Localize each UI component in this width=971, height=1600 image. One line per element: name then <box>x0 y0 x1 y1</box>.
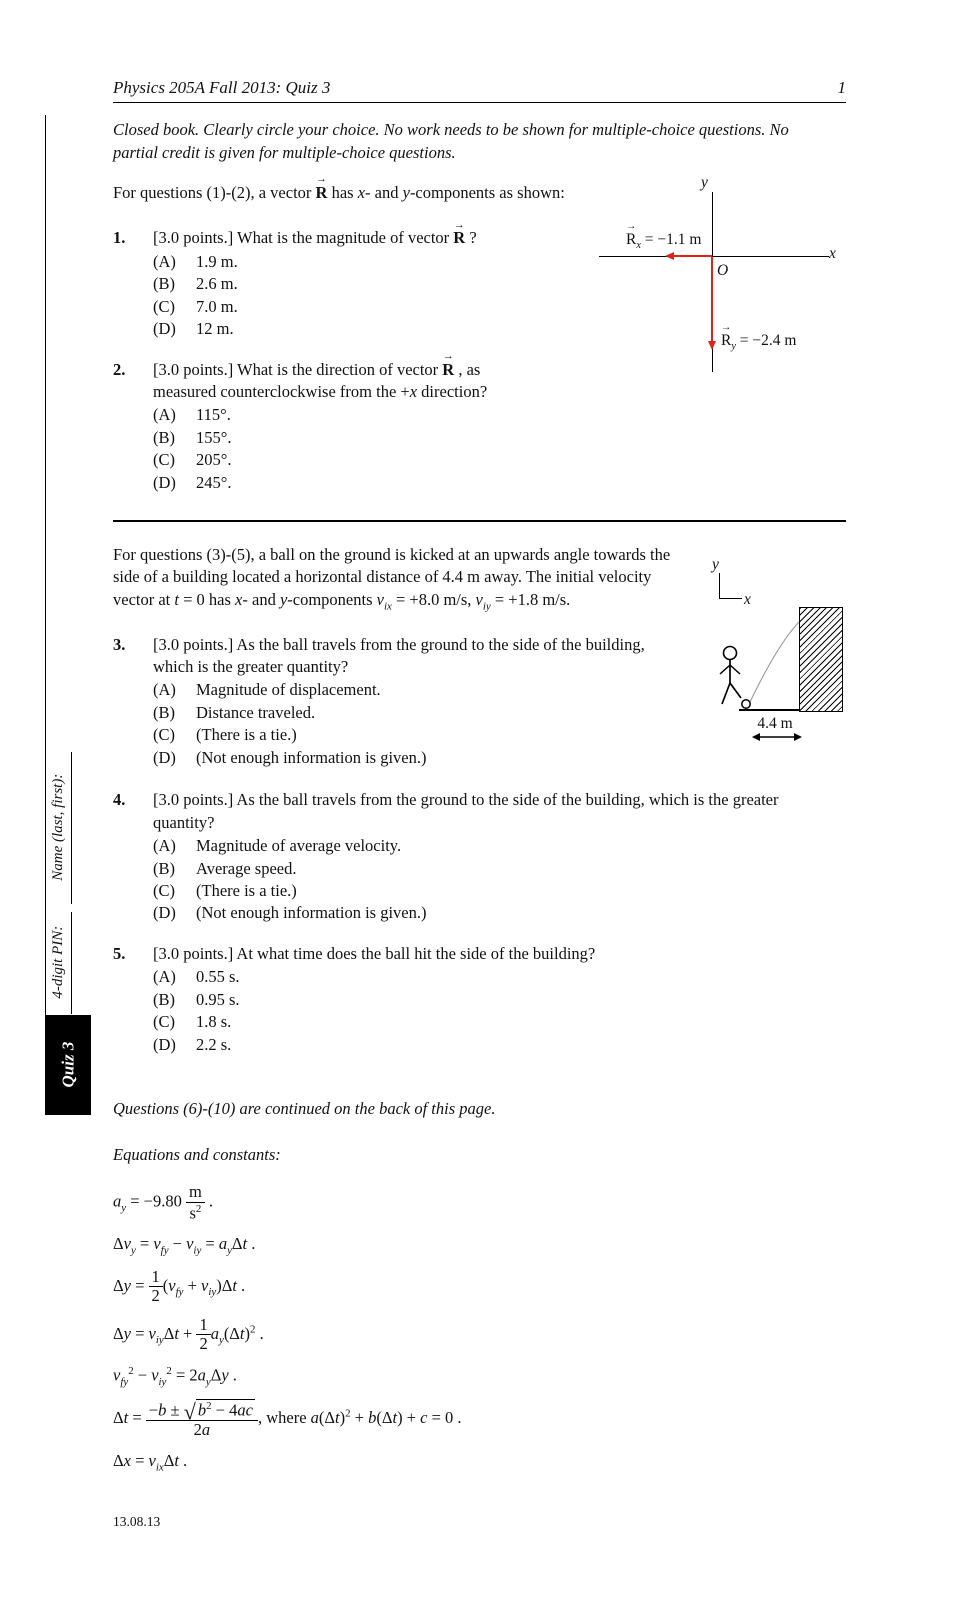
ry-value-label: R → $_y$ = −2.4 m <box>721 321 797 353</box>
intro-questions-3-5: For questions (3)-(5), a ball on the ground is kicked at an upwards angle towards the side of a building located a horizontal distance of 4.4 m away. The initial velocity vector at t = 0 has x- and y-components $v_{ix} = +8.0$ m/s, $v_{iy} = +1.8$ m/s. <box>113 544 671 612</box>
option-row <box>153 1034 846 1056</box>
option-letter: (B) <box>153 989 175 1009</box>
option-letter: (D) <box>153 903 176 923</box>
option-letter: (B) <box>153 274 175 294</box>
rx-value-label: R → $_x$ = −1.1 m <box>626 220 702 252</box>
equation-6: Δt = $\frac{-b \pm √ b^2 - 4ac}{2a}$ , where $a(\Delta t)^2 + b(\Delta t) + c = 0$ . <box>113 1399 462 1440</box>
option-letter: (B) <box>153 702 175 722</box>
question-3-number: 3. <box>113 634 126 654</box>
question-2-options <box>153 404 846 494</box>
option-letter: (A) <box>153 251 176 271</box>
question-2-number: 2. <box>113 359 126 379</box>
option-text: (Not enough information is given.) <box>196 903 427 923</box>
equation-5: $v_{fy}^2 - v_{iy}^2 = 2a_y\Delta y$ . <box>113 1364 237 1388</box>
left-arm-line <box>720 665 730 674</box>
option-text: 12 m. <box>196 319 234 339</box>
option-text: Magnitude of displacement. <box>196 680 381 700</box>
option-letter: (D) <box>153 1034 176 1054</box>
option-letter: (C) <box>153 450 175 470</box>
equation-4: $\Delta y = v_{iy}\Delta t$ + $\frac{1}{2}$ $a_y(\Delta t)^2$ . <box>113 1314 264 1354</box>
course-title: Physics 205A Fall 2013: Quiz 3 <box>113 78 331 97</box>
option-row <box>153 989 846 1011</box>
equations-heading: Equations and constants: <box>113 1145 281 1165</box>
option-text: 1.8 s. <box>196 1012 232 1032</box>
option-text: 7.0 m. <box>196 296 238 316</box>
option-row <box>153 902 846 924</box>
option-row <box>153 472 846 494</box>
question-5 <box>113 943 846 1056</box>
option-text: (Not enough information is given.) <box>196 747 427 767</box>
option-text: (There is a tie.) <box>196 880 297 900</box>
question-4-number: 4. <box>113 790 126 810</box>
question-4-stem: [3.0 points.] As the ball travels from the ground to the side of the building, which is the greater quantity? <box>153 790 779 832</box>
option-letter: (A) <box>153 405 176 425</box>
option-text: 115°. <box>196 405 231 425</box>
question-5-number: 5. <box>113 943 126 963</box>
option-row <box>153 966 846 988</box>
continuation-note: Questions (6)-(10) are continued on the back of this page. <box>113 1099 496 1119</box>
option-row <box>153 1011 846 1033</box>
option-text: Magnitude of average velocity. <box>196 836 402 856</box>
origin-label: O <box>717 262 729 279</box>
option-text: 205°. <box>196 450 232 470</box>
option-letter: (C) <box>153 880 175 900</box>
option-letter: (C) <box>153 1012 175 1032</box>
option-letter: (A) <box>153 967 176 987</box>
x-axis-label: x <box>829 245 836 262</box>
building-diagram <box>700 556 870 756</box>
equation-1: $a_y = -9.80$ $\frac{m}{s^2}$ . <box>113 1182 214 1223</box>
question-3-stem: [3.0 points.] As the ball travels from the ground to the side of the building, which is the greater quantity? <box>153 634 645 677</box>
option-letter: (B) <box>153 427 175 447</box>
option-letter: (D) <box>153 747 176 767</box>
option-row <box>153 449 846 471</box>
option-letter: (B) <box>153 858 175 878</box>
intro-questions-1-2: For questions (1)-(2), a vector R → has x- and y-components as shown: <box>113 173 565 202</box>
down-arrowhead-icon <box>708 341 716 350</box>
option-text: 0.95 s. <box>196 989 240 1009</box>
name-field-rule <box>71 752 72 904</box>
sidebar-rule <box>45 115 46 1115</box>
option-text: 2.6 m. <box>196 274 238 294</box>
quiz-tab <box>45 1015 91 1115</box>
head-icon <box>724 647 737 660</box>
option-letter: (C) <box>153 725 175 745</box>
option-row <box>153 427 846 449</box>
question-2-stem: [3.0 points.] What is the direction of vector R → , as measured counterclockwise from the +x direction? <box>153 349 488 402</box>
option-row <box>153 835 846 857</box>
distance-double-arrow <box>752 732 802 742</box>
equation-7: $\Delta x = v_{ix}\Delta t$ . <box>113 1450 188 1474</box>
option-row <box>153 404 846 426</box>
right-arm-line <box>730 665 740 674</box>
left-leg-line <box>722 683 730 704</box>
option-letter: (A) <box>153 680 176 700</box>
question-5-stem: [3.0 points.] At what time does the ball hit the side of the building? <box>153 943 596 963</box>
option-text: Average speed. <box>196 858 297 878</box>
option-text: 1.9 m. <box>196 251 238 271</box>
option-text: 2.2 s. <box>196 1034 232 1054</box>
x-axis-line <box>599 256 829 257</box>
question-1-number: 1. <box>113 228 126 248</box>
y-axis-label: y <box>701 174 708 191</box>
option-letter: (D) <box>153 472 176 492</box>
kicking-leg-line <box>730 683 741 698</box>
name-label: Name (last, first): <box>49 773 66 881</box>
option-letter: (D) <box>153 319 176 339</box>
option-text: Distance traveled. <box>196 702 316 722</box>
option-row <box>153 880 846 902</box>
section-divider <box>113 520 846 521</box>
question-1-stem: [3.0 points.] What is the magnitude of vector R → ? <box>153 218 477 248</box>
y-axis-label: y <box>712 556 719 573</box>
option-text: 0.55 s. <box>196 967 240 987</box>
distance-label: 4.4 m <box>757 715 793 732</box>
pin-field-rule <box>71 912 72 1014</box>
equation-2: $\Delta v_y = v_{fy} - v_{iy} = a_y\Delta t$ . <box>113 1233 256 1257</box>
ball-icon <box>742 700 750 708</box>
question-5-options <box>153 966 846 1056</box>
option-letter: (A) <box>153 836 176 856</box>
option-row <box>153 858 846 880</box>
page-header <box>113 76 846 103</box>
vector-diagram <box>595 175 850 380</box>
option-text: (There is a tie.) <box>196 725 297 745</box>
option-letter: (C) <box>153 296 175 316</box>
building-wall-hatched <box>799 607 843 712</box>
instructions: Closed book. Clearly circle your choice. No work needs to be shown for multiple-choice questions. No partial credit is given for multiple-choice questions. <box>113 120 789 162</box>
equation-3: Δy = $\frac{1}{2}$ $(v_{fy} + v_{iy})\Delta t$ . <box>113 1266 246 1306</box>
rx-vector-arrow <box>674 255 712 257</box>
x-axis-label: x <box>744 591 751 608</box>
option-text: 245°. <box>196 472 232 492</box>
option-text: 155°. <box>196 427 232 447</box>
question-4-options <box>153 835 846 925</box>
quiz-tab-label: Quiz 3 <box>58 1042 78 1088</box>
footer-date: 13.08.13 <box>113 1513 161 1529</box>
stick-figure-kicker <box>715 644 753 712</box>
page-number: 1 <box>837 78 846 97</box>
pin-label: 4-digit PIN: <box>49 925 66 999</box>
ry-vector-arrow <box>711 257 713 342</box>
question-4 <box>113 789 846 925</box>
